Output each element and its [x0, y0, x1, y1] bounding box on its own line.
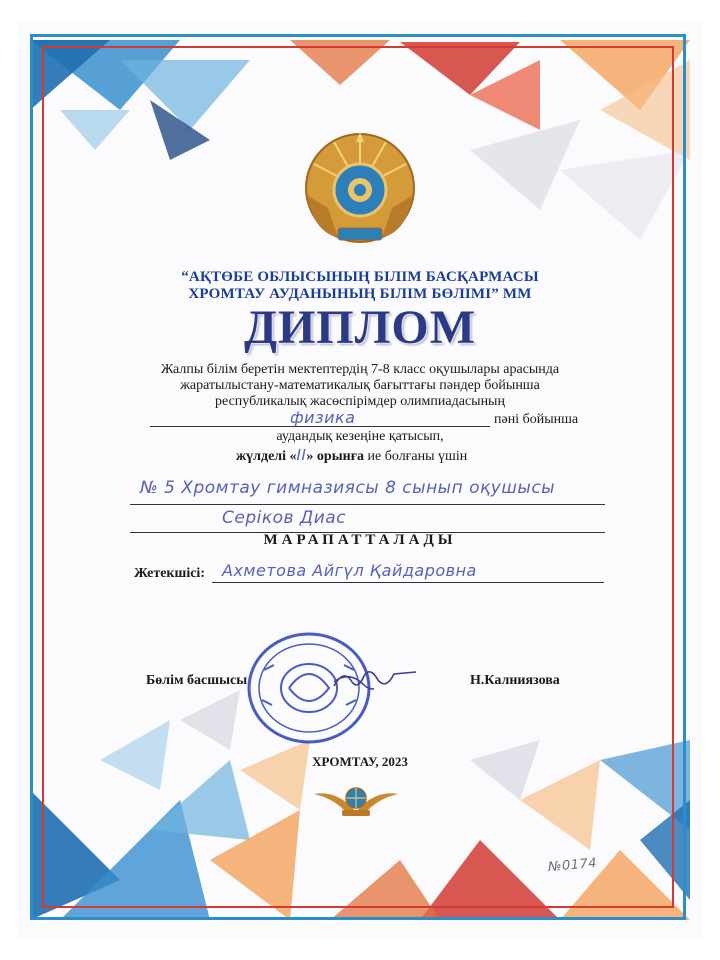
body-line-2: жаратылыстану-математикалық бағыттағы пәндер бойынша [180, 378, 540, 393]
document-title: ДИПЛОМ [243, 301, 477, 354]
signature-scribble-icon [330, 664, 420, 694]
recipient-school-underline [130, 504, 605, 505]
serial-number-handwritten: №0174 [547, 855, 598, 876]
place-mid: » орынға [306, 449, 365, 464]
city-year: ХРОМТАУ, 2023 [312, 754, 408, 769]
body-line-1: Жалпы білім беретін мектептердің 7-8 класс оқушылары арасында [160, 362, 560, 377]
education-emblem-icon [308, 780, 404, 820]
signatory-name: Н.Калниязова [470, 673, 560, 688]
supervisor-name-handwritten: Ахметова Айгүл Қайдаровна [222, 561, 477, 580]
place-suffix: ие болғаны үшін [364, 449, 468, 464]
body-line-3: республикалық жасөспірімдер олимпиадасының [215, 394, 505, 409]
place-prefix: жүлделі « [236, 449, 297, 464]
body-line-5: аудандық кезеңіне қатысып, [276, 429, 444, 444]
organization-name-line2: ХРОМТАУ АУДАНЫНЫҢ БІЛІМ БӨЛІМІ” ММ [188, 286, 532, 302]
state-emblem-icon [298, 130, 422, 246]
signature-label: Бөлім басшысы [146, 673, 248, 688]
supervisor-underline [212, 582, 604, 583]
place-handwritten: II [296, 446, 307, 464]
organization-name-line1: “АҚТӨБЕ ОБЛЫСЫНЫҢ БІЛІМ БАСҚАРМАСЫ [181, 269, 539, 285]
recipient-name-handwritten: Серіков Диас [222, 508, 347, 528]
subject-handwritten: физика [290, 408, 356, 427]
supervisor-label: Жетекшісі: [134, 566, 205, 581]
awarded-text: МАРАПАТТАЛАДЫ [263, 532, 457, 548]
place-sentence [236, 446, 467, 465]
recipient-school-handwritten: № 5 Хромтау гимназиясы 8 сынып оқушысы [140, 478, 556, 498]
subject-suffix: пәні бойынша [494, 412, 579, 427]
